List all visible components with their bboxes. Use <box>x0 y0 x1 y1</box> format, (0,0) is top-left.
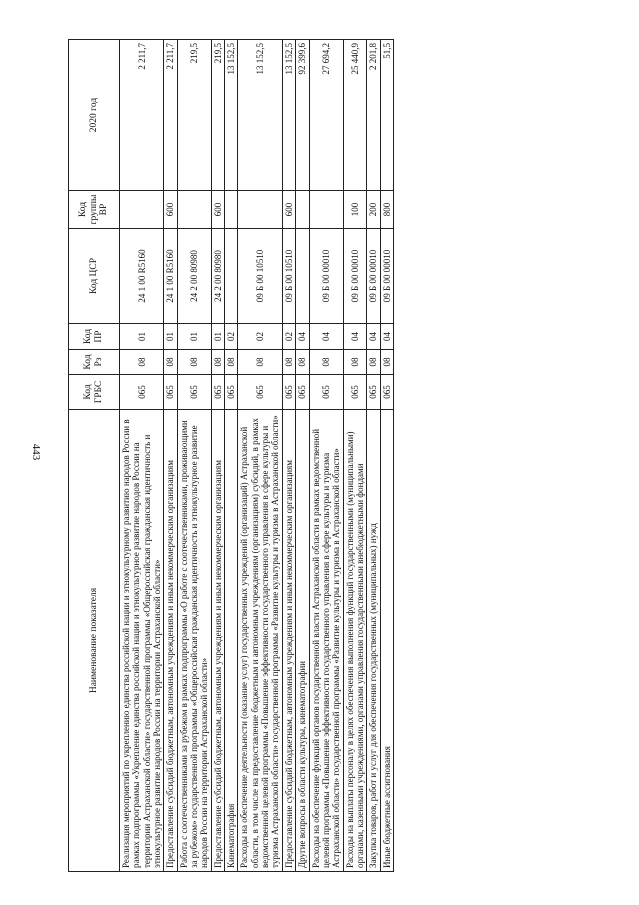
row-name: Расходы на обеспечение функций органов государственной власти Астраханской области в рамках ведомственной целевой программы «Повышение эффективности государственного управления в сфере культуры и туризма Астраханской области» государственной программы «Развитие культуры и туризма в Астраханской области» <box>309 410 343 872</box>
row-name: Реализация мероприятий по укреплению единства российской нации и этнокультурному развитию народов России в рамках подпрограммы «Укрепление единства российской нации и этнокультурное развитие народов России на территории Астраханской области» государственной программы «Общероссийская гражданская идентичность и этнокультурное развитие народов России на территории Астраханской области» <box>120 410 164 872</box>
table-row <box>120 40 164 872</box>
row-vr <box>309 191 343 229</box>
row-amount: 219,5 <box>177 40 211 191</box>
row-grbs: 065 <box>380 375 393 410</box>
header-csr: Код ЦСР <box>69 229 120 324</box>
row-grbs: 065 <box>177 375 211 410</box>
row-rz: 08 <box>211 350 224 375</box>
table-row <box>380 40 393 872</box>
row-pr: 04 <box>380 324 393 350</box>
table-row <box>296 40 309 872</box>
row-rz: 08 <box>343 350 367 375</box>
row-pr: 04 <box>367 324 380 350</box>
row-rz: 08 <box>309 350 343 375</box>
header-grbs: Код ГРБС <box>69 375 120 410</box>
table-row <box>343 40 367 872</box>
row-amount: 27 694,2 <box>309 40 343 191</box>
row-csr: 24 2 00 80980 <box>211 229 224 324</box>
row-name: Иные бюджетные ассигнования <box>380 410 393 872</box>
row-csr: 09 Б 00 00010 <box>343 229 367 324</box>
row-name: Предоставление субсидий бюджетным, автономным учреждениям и иным некоммерческим организациям <box>282 410 295 872</box>
row-grbs: 065 <box>343 375 367 410</box>
row-rz: 08 <box>120 350 164 375</box>
row-name: Предоставление субсидий бюджетным, автономным учреждениям и иным некоммерческим организациям <box>164 410 177 872</box>
header-vr: Код группы ВР <box>69 191 120 229</box>
row-rz: 08 <box>296 350 309 375</box>
row-amount: 25 440,9 <box>343 40 367 191</box>
row-amount: 13 152,5 <box>282 40 295 191</box>
row-amount: 2 211,7 <box>120 40 164 191</box>
row-name: Работа с соотечественниками за рубежом в рамках подпрограммы «О работе с соотечественниками, проживающими за рубежом» государственной программы «Общероссийская гражданская идентичность и этнокультурное развитие народов России на территории Астраханской области» <box>177 410 211 872</box>
row-amount: 2 211,7 <box>164 40 177 191</box>
row-rz: 08 <box>164 350 177 375</box>
budget-table <box>68 39 394 872</box>
row-rz: 08 <box>367 350 380 375</box>
table-row <box>164 40 177 872</box>
table-row <box>282 40 295 872</box>
row-name: Предоставление субсидий бюджетным, автономным учреждениям и иным некоммерческим организациям <box>211 410 224 872</box>
row-csr: 24 2 00 80980 <box>177 229 211 324</box>
page-number: 443 <box>30 443 42 461</box>
row-pr: 04 <box>309 324 343 350</box>
row-vr: 600 <box>164 191 177 229</box>
row-amount: 219,5 <box>211 40 224 191</box>
row-rz: 08 <box>177 350 211 375</box>
row-vr <box>225 191 238 229</box>
row-csr: 09 Б 00 00010 <box>309 229 343 324</box>
row-name: Закупка товаров, работ и услуг для обеспечения государственных (муниципальных) нужд <box>367 410 380 872</box>
row-vr: 800 <box>380 191 393 229</box>
row-grbs: 065 <box>120 375 164 410</box>
row-amount: 13 152,5 <box>225 40 238 191</box>
row-amount: 51,5 <box>380 40 393 191</box>
row-vr: 600 <box>211 191 224 229</box>
row-csr: 09 Б 00 00010 <box>380 229 393 324</box>
row-grbs: 065 <box>309 375 343 410</box>
row-csr: 09 Б 00 10510 <box>282 229 295 324</box>
header-year: 2020 год <box>69 40 120 191</box>
row-vr: 100 <box>343 191 367 229</box>
row-csr: 24 1 00 R5160 <box>164 229 177 324</box>
header-rz: Код Рз <box>69 350 120 375</box>
row-amount: 92 399,6 <box>296 40 309 191</box>
table-row <box>238 40 282 872</box>
row-vr <box>120 191 164 229</box>
row-grbs: 065 <box>164 375 177 410</box>
table-row <box>367 40 380 872</box>
row-pr: 01 <box>120 324 164 350</box>
row-pr: 04 <box>343 324 367 350</box>
table-row <box>177 40 211 872</box>
row-pr: 01 <box>211 324 224 350</box>
row-vr: 600 <box>282 191 295 229</box>
row-csr <box>296 229 309 324</box>
row-pr: 01 <box>177 324 211 350</box>
row-rz: 08 <box>238 350 282 375</box>
row-pr: 01 <box>164 324 177 350</box>
row-name: Расходы на выплаты персоналу в целях обеспечения выполнения функций государственными (муниципальными) органами, казенными учреждениями, органами управления государственными внебюджетными фондами <box>343 410 367 872</box>
table-row <box>225 40 238 872</box>
row-name: Расходы на обеспечение деятельности (оказание услуг) государственных учреждений (организаций) Астраханской области, в том числе на предоставление бюджетным и автономным учреждениям (организациям) субсидий, в рамках ведомственной целевой программы «Повышение эффективности государственного управления в сфере культуры и туризма Астраханской области» государственной программы «Развитие культуры и туризма в Астраханской области» <box>238 410 282 872</box>
row-grbs: 065 <box>296 375 309 410</box>
row-pr: 04 <box>296 324 309 350</box>
row-csr: 09 Б 00 00010 <box>367 229 380 324</box>
row-vr <box>177 191 211 229</box>
row-pr: 02 <box>282 324 295 350</box>
row-csr: 24 1 00 R5160 <box>120 229 164 324</box>
row-rz: 08 <box>282 350 295 375</box>
row-grbs: 065 <box>367 375 380 410</box>
row-rz: 08 <box>225 350 238 375</box>
table-header-row <box>69 40 120 872</box>
row-grbs: 065 <box>211 375 224 410</box>
header-name: Наименование показателя <box>69 410 120 872</box>
row-pr: 02 <box>238 324 282 350</box>
row-amount: 13 152,5 <box>238 40 282 191</box>
table-row <box>211 40 224 872</box>
row-rz: 08 <box>380 350 393 375</box>
header-pr: Код ПР <box>69 324 120 350</box>
table-row <box>309 40 343 872</box>
row-grbs: 065 <box>238 375 282 410</box>
row-csr <box>225 229 238 324</box>
rotated-table-container <box>68 40 584 872</box>
row-vr: 200 <box>367 191 380 229</box>
row-name: Другие вопросы в области культуры, кинематографии <box>296 410 309 872</box>
row-pr: 02 <box>225 324 238 350</box>
row-csr: 09 Б 00 10510 <box>238 229 282 324</box>
row-vr <box>238 191 282 229</box>
row-amount: 2 201,8 <box>367 40 380 191</box>
row-grbs: 065 <box>225 375 238 410</box>
row-grbs: 065 <box>282 375 295 410</box>
row-vr <box>296 191 309 229</box>
row-name: Кинематография <box>225 410 238 872</box>
